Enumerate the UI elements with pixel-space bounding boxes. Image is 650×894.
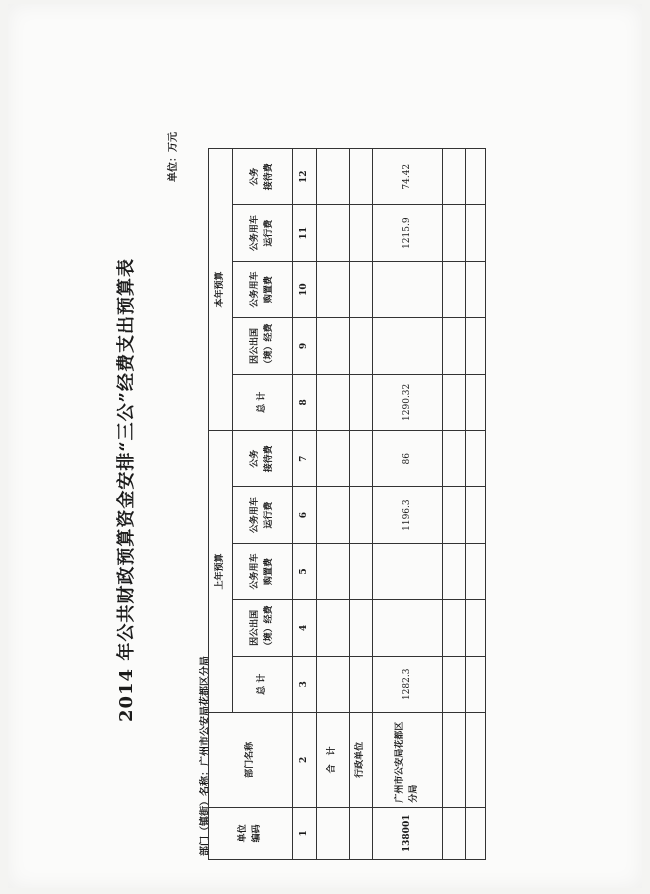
header-prev-reception: 公务 接待费 [232, 431, 293, 487]
column-number: 3 [293, 656, 317, 712]
table-cell [442, 374, 466, 430]
table-cell [442, 261, 466, 317]
table-cell [317, 431, 349, 487]
header-this-reception: 公务 接待费 [232, 149, 293, 205]
table-cell [466, 374, 486, 430]
table-cell [349, 205, 373, 261]
column-number: 7 [293, 431, 317, 487]
table-cell [466, 149, 486, 205]
table-cell [349, 600, 373, 656]
table-cell [317, 600, 349, 656]
table-row [442, 149, 466, 860]
department-label: 部门（镇街）名称：广州市公安局花都区分局 [200, 656, 211, 856]
column-number: 11 [293, 205, 317, 261]
table-row [373, 149, 442, 860]
table-cell [442, 205, 466, 261]
unit-label: 单位：万元 [168, 132, 179, 182]
table-cell [466, 600, 486, 656]
table-cell [317, 543, 349, 599]
column-number: 5 [293, 543, 317, 599]
column-number: 10 [293, 261, 317, 317]
table-cell [317, 261, 349, 317]
table-cell [466, 318, 486, 374]
column-number: 6 [293, 487, 317, 543]
budget-table [208, 148, 486, 860]
table-cell [442, 149, 466, 205]
column-number: 4 [293, 600, 317, 656]
table-cell [442, 600, 466, 656]
table-cell [317, 318, 349, 374]
column-number: 2 [293, 712, 317, 807]
table-cell: 74.42 [373, 149, 442, 205]
header-prev-abroad: 因公出国 （境）经费 [232, 600, 293, 656]
table-cell [466, 543, 486, 599]
table-cell [373, 543, 442, 599]
table-cell [317, 205, 349, 261]
table-row [349, 149, 373, 860]
column-number: 1 [293, 807, 317, 859]
table-cell [349, 149, 373, 205]
table-cell [466, 712, 486, 807]
table-cell [349, 374, 373, 430]
column-number: 8 [293, 374, 317, 430]
header-unit-code: 单位 编码 [209, 807, 293, 859]
table-cell [317, 807, 349, 859]
column-number-row [293, 149, 317, 860]
header-this-car-operation: 公务用车 运行费 [232, 205, 293, 261]
table-cell [349, 487, 373, 543]
table-cell [466, 656, 486, 712]
table-cell [349, 261, 373, 317]
column-number: 12 [293, 149, 317, 205]
table-cell [373, 261, 442, 317]
table-cell [466, 261, 486, 317]
table-cell [442, 431, 466, 487]
table-cell [317, 374, 349, 430]
header-prev-car-purchase: 公务用车 购置费 [232, 543, 293, 599]
header-dept-name: 部门名称 [209, 712, 293, 807]
page-title: 2014 年公共财政预算资金安排“三公”经费支出预算表 [116, 257, 137, 723]
table-cell [466, 487, 486, 543]
table-cell: 行政单位 [349, 712, 373, 807]
table-cell [442, 807, 466, 859]
header-this-abroad: 因公出国 （境）经费 [232, 318, 293, 374]
table-cell: 138001 [373, 807, 442, 859]
table-row [317, 149, 349, 860]
header-this-total: 总 计 [232, 374, 293, 430]
table-cell [442, 656, 466, 712]
header-row-1 [209, 149, 233, 860]
rotated-page [30, 120, 500, 860]
table-cell: 1196.3 [373, 487, 442, 543]
table-cell [466, 431, 486, 487]
table-cell [373, 600, 442, 656]
table-cell [442, 318, 466, 374]
table-cell [466, 807, 486, 859]
table-cell [442, 487, 466, 543]
header-this-car-purchase: 公务用车 购置费 [232, 261, 293, 317]
table-cell: 1215.9 [373, 205, 442, 261]
table-cell: 86 [373, 431, 442, 487]
table-cell [349, 318, 373, 374]
table-cell: 1282.3 [373, 656, 442, 712]
table-cell [466, 205, 486, 261]
table-cell [317, 487, 349, 543]
header-this-year: 本年预算 [209, 149, 233, 431]
table-cell [349, 431, 373, 487]
table-cell [349, 807, 373, 859]
table-cell: 1290.32 [373, 374, 442, 430]
table-cell [317, 149, 349, 205]
table-cell [442, 712, 466, 807]
table-cell [349, 656, 373, 712]
table-cell: 广州市公安局花都区分局 [373, 712, 442, 807]
table-row [466, 149, 486, 860]
table-cell [442, 543, 466, 599]
table-cell [349, 543, 373, 599]
table-cell: 合 计 [317, 712, 349, 807]
header-prev-year: 上年预算 [209, 431, 233, 713]
column-number: 9 [293, 318, 317, 374]
header-prev-total: 总 计 [232, 656, 293, 712]
table-cell [317, 656, 349, 712]
table-cell [373, 318, 442, 374]
header-prev-car-operation: 公务用车 运行费 [232, 487, 293, 543]
